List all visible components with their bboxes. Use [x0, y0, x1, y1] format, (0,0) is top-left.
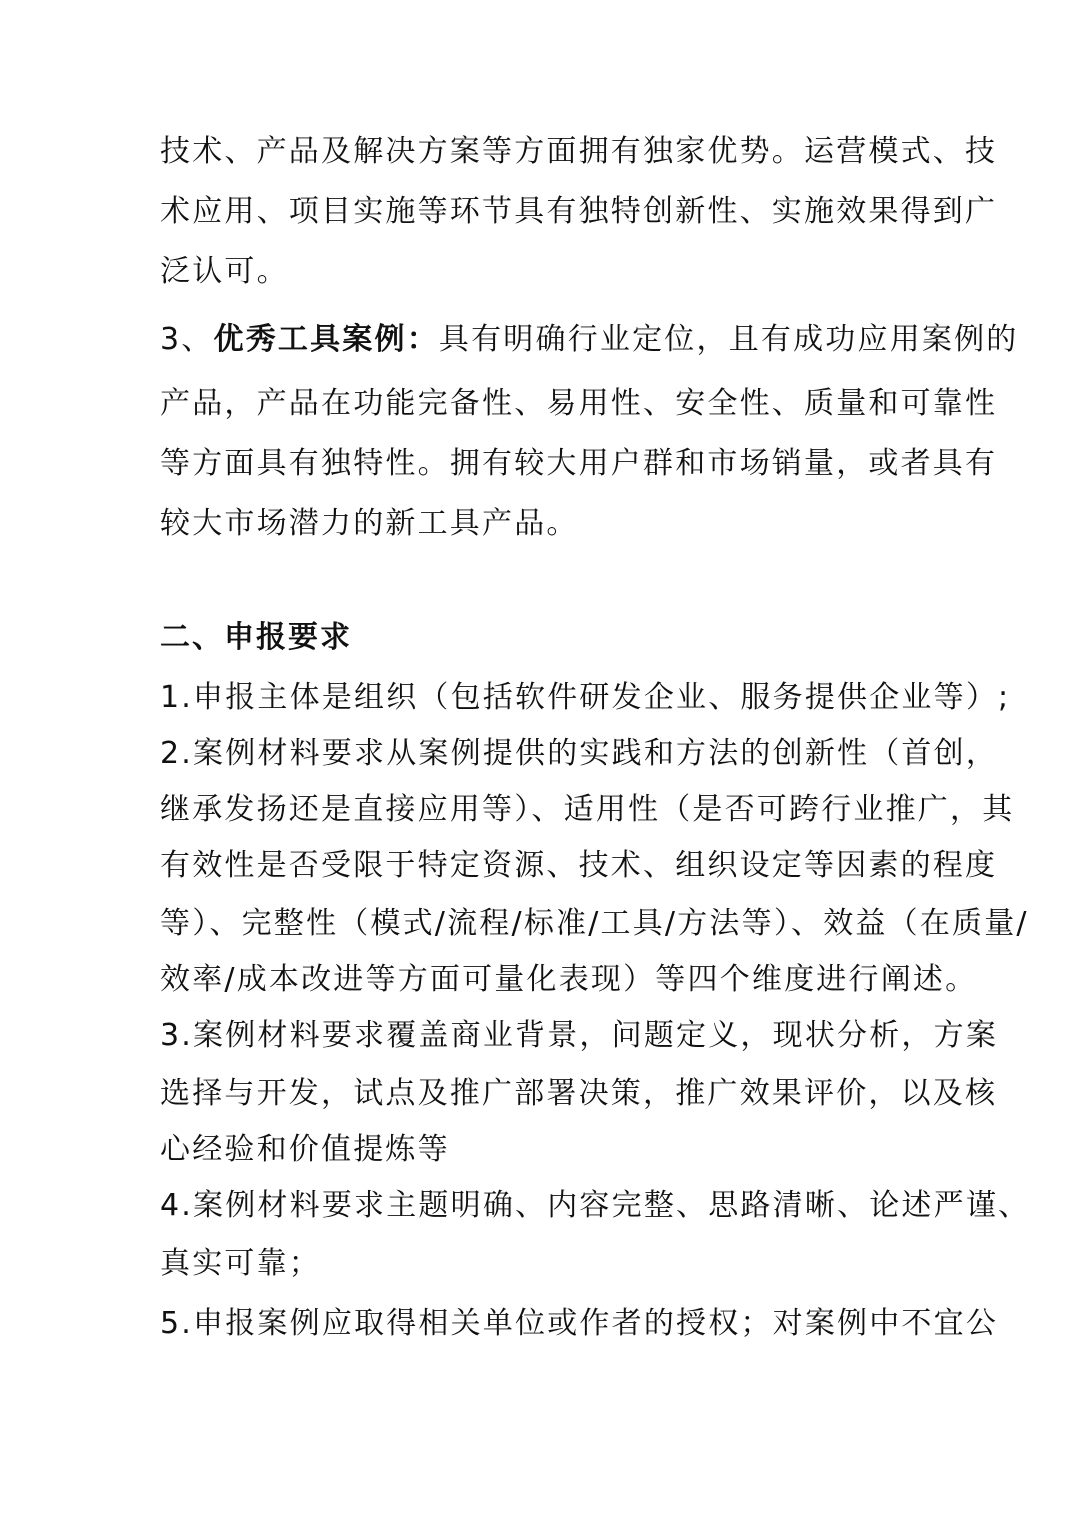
item-line-6: 效率/成本改进等方面可量化表现）等四个维度进行阐述。: [160, 962, 978, 997]
item-line-3: 继承发扬还是直接应用等）、适用性（是否可跨行业推广，其: [160, 792, 1015, 827]
item-line-5: 等）、完整性（模式/流程/标准/工具/方法等）、效益（在质量/: [160, 906, 1029, 941]
para2-line-1: [160, 320, 1019, 360]
item-line-12: 5.申报案例应取得相关单位或作者的授权；对案例中不宜公: [160, 1306, 999, 1341]
para2-line-4: 较大市场潜力的新工具产品。: [160, 506, 579, 541]
para2-number: 3、: [160, 322, 214, 357]
item-line-11: 真实可靠；: [160, 1246, 321, 1281]
para2-first-rest: 具有明确行业定位，且有成功应用案例的: [438, 322, 1019, 357]
para1-line-2: 术应用、项目实施等环节具有独特创新性、实施效果得到广: [160, 194, 998, 229]
section-heading: 二、申报要求: [160, 620, 352, 655]
para2-line-2: 产品，产品在功能完备性、易用性、安全性、质量和可靠性: [160, 386, 998, 421]
item-line-9: 心经验和价值提炼等: [160, 1132, 450, 1167]
para1-line-3: 泛认可。: [160, 254, 289, 289]
item-line-1: 1.申报主体是组织（包括软件研发企业、服务提供企业等）;: [160, 680, 1011, 715]
para1-line-1: 技术、产品及解决方案等方面拥有独家优势。运营模式、技: [160, 134, 998, 169]
item-line-2: 2.案例材料要求从案例提供的实践和方法的创新性（首创，: [160, 736, 999, 771]
para2-line-3: 等方面具有独特性。拥有较大用户群和市场销量，或者具有: [160, 446, 998, 481]
item-line-7: 3.案例材料要求覆盖商业背景，问题定义，现状分析，方案: [160, 1018, 999, 1053]
para2-title: 优秀工具案例：: [213, 322, 439, 357]
item-line-8: 选择与开发，试点及推广部署决策，推广效果评价，以及核: [160, 1076, 998, 1111]
item-line-10: 4.案例材料要求主题明确、内容完整、思路清晰、论述严谨、: [160, 1188, 1031, 1223]
item-line-4: 有效性是否受限于特定资源、技术、组织设定等因素的程度: [160, 848, 998, 883]
